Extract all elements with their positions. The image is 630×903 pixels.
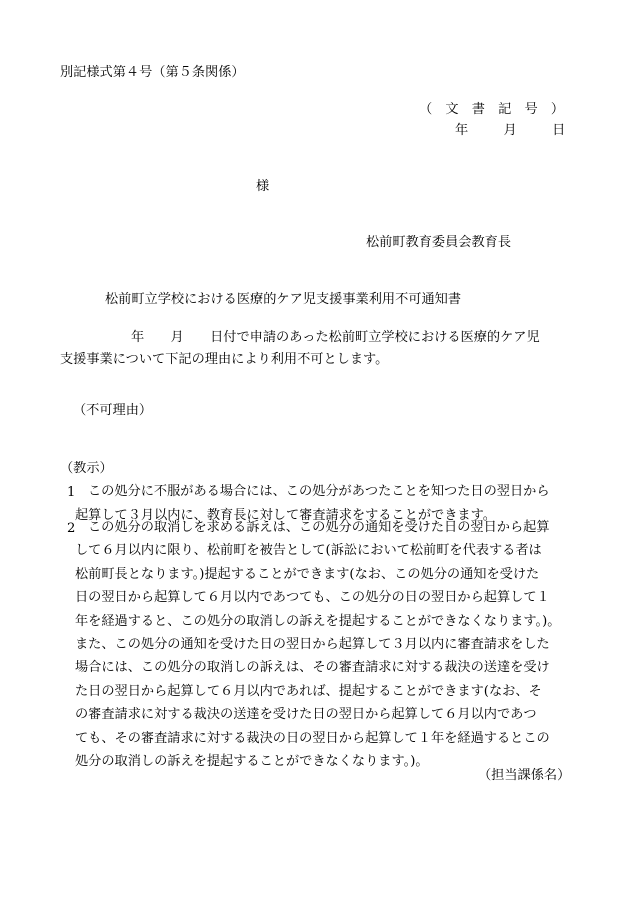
instruction-label: （教示） <box>60 461 113 476</box>
body-line-1: 年 月 日付で申請のあった松前町立学校における医療的ケア児 <box>131 330 540 345</box>
item-2-line: 処分の取消しの訴えを提起することができなくなります。)。 <box>75 754 429 770</box>
item-2-line: の審査請求に対する裁決の送達を受けた日の翌日から起算して６月以内であつ <box>75 707 537 723</box>
item-2-line: 年を経過すると、この処分の取消しの訴えを提起することができなくなります。)。 <box>75 613 561 629</box>
item-1-line: この処分に不服がある場合には、この処分があつたことを知つた日の翌日から <box>88 484 550 499</box>
item-2-line: して６月以内に限り、松前町を被告として(訴訟において松前町を代表する者は <box>75 543 542 559</box>
item-1-number: 1 <box>67 485 76 500</box>
department-label: （担当課係名） <box>478 768 571 783</box>
reason-label: （不可理由） <box>73 403 153 418</box>
item-2-line: この処分の取消しを求める訴えは、この処分の通知を受けた日の翌日から起算 <box>88 520 550 535</box>
item-2-number: 2 <box>67 521 76 536</box>
sender-name: 松前町教育委員会教育長 <box>366 235 512 250</box>
item-2-line: 場合には、この処分の取消しの訴えは、その審査請求に対する裁決の送達を受け <box>75 660 550 676</box>
issue-date: 年 月 日 <box>455 123 569 138</box>
item-2-line: た日の翌日から起算して６月以内であれば、提起することができます(なお、そ <box>75 683 542 699</box>
notice-subject: 松前町立学校における医療的ケア児支援事業利用不可通知書 <box>105 292 462 307</box>
item-2-line: 松前町長となります。)提起することができます(なお、この処分の通知を受けた <box>75 566 540 582</box>
item-2-line: 日の翌日から起算して６月以内であつても、この処分の日の翌日から起算して１ <box>75 590 550 606</box>
item-2-line: また、この処分の通知を受けた日の翌日から起算して３月以内に審査請求をした <box>75 637 550 653</box>
item-2-line: ても、その審査請求に対する裁決の日の翌日から起算して１年を経過するとこの <box>75 730 550 746</box>
addressee-suffix: 様 <box>256 179 270 194</box>
body-line-2: 支援事業について下記の理由により利用不可とします。 <box>60 352 389 367</box>
item-1-line: 起算して３月以内に、教育長に対して審査請求をすることができます。 <box>75 508 496 524</box>
document-number: （ 文 書 記 号 ） <box>419 102 565 117</box>
form-title: 別記様式第４号（第５条関係） <box>60 65 245 80</box>
